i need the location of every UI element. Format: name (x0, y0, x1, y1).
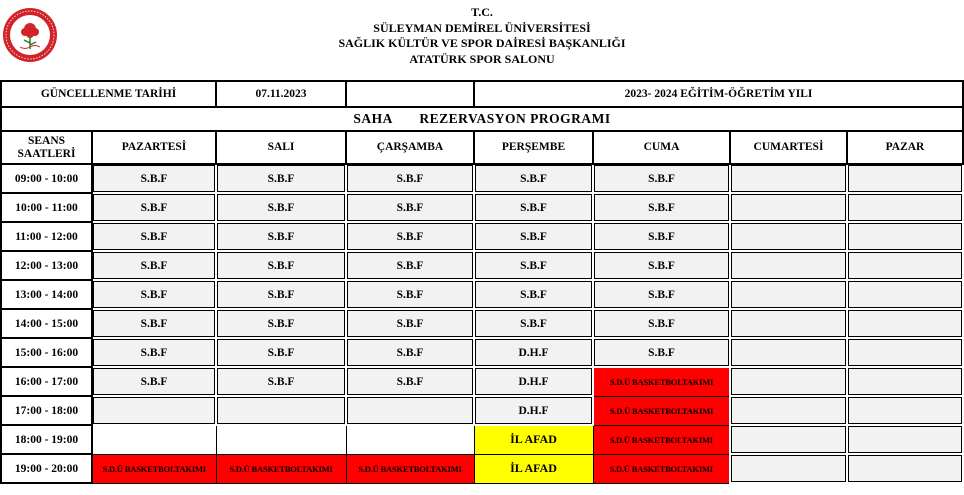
schedule-cell: S.B.F (593, 280, 730, 309)
day-header: ÇARŞAMBA (346, 131, 474, 164)
schedule-cell: S.B.F (346, 251, 474, 280)
schedule-cell: S.B.F (474, 222, 593, 251)
table-row (1, 425, 963, 454)
day-header: PAZAR (847, 131, 963, 164)
update-label: GÜNCELLENME TARİHİ (1, 81, 216, 107)
schedule-cell (847, 222, 963, 251)
schedule-cell: S.B.F (92, 280, 216, 309)
schedule-cell (847, 425, 963, 454)
schedule-cell: S.B.F (474, 280, 593, 309)
schedule-cell: S.B.F (593, 222, 730, 251)
time-slot: 16:00 - 17:00 (1, 367, 92, 396)
schedule-cell: İL AFAD (474, 425, 593, 454)
header-university: SÜLEYMAN DEMİREL ÜNİVERSİTESİ (373, 20, 591, 35)
schedule-cell: D.H.F (474, 367, 593, 396)
day-header: SALI (216, 131, 346, 164)
sessions-header-label: SEANS SAATLERİ (17, 134, 76, 160)
schedule-cell: S.B.F (216, 164, 346, 193)
schedule-cell: S.B.F (474, 193, 593, 222)
program-title-row (1, 107, 963, 131)
schedule-cell: S.B.F (346, 280, 474, 309)
schedule-cell (847, 396, 963, 425)
time-slot: 10:00 - 11:00 (1, 193, 92, 222)
table-row (1, 193, 963, 222)
schedule-cell: S.B.F (346, 222, 474, 251)
table-row (1, 396, 963, 425)
schedule-cell: D.H.F (474, 338, 593, 367)
schedule-cell (730, 309, 847, 338)
time-slot: 09:00 - 10:00 (1, 164, 92, 193)
schedule-cell: S.B.F (92, 251, 216, 280)
schedule-cell: S.B.F (216, 338, 346, 367)
schedule-cell: S.D.Ü BASKETBOLTAKIMI (216, 454, 346, 483)
schedule-cell: S.D.Ü BASKETBOLTAKIMI (593, 425, 730, 454)
schedule-cell: S.B.F (346, 338, 474, 367)
schedule-cell: S.D.Ü BASKETBOLTAKIMI (593, 396, 730, 425)
schedule-cell (92, 396, 216, 425)
update-date: 07.11.2023 (216, 81, 346, 107)
schedule-cell: S.B.F (474, 251, 593, 280)
schedule-cell (847, 193, 963, 222)
schedule-cell (847, 338, 963, 367)
schedule-cell (847, 454, 963, 483)
schedule-cell: D.H.F (474, 396, 593, 425)
schedule-cell: S.B.F (593, 309, 730, 338)
schedule-cell (730, 193, 847, 222)
info-blank (346, 81, 474, 107)
header-venue: ATATÜRK SPOR SALONU (409, 51, 555, 66)
schedule-cell: S.B.F (346, 164, 474, 193)
schedule-cell (346, 396, 474, 425)
day-header: PAZARTESİ (92, 131, 216, 164)
schedule-cell (730, 338, 847, 367)
schedule-cell: S.B.F (346, 367, 474, 396)
table-row (1, 309, 963, 338)
schedule-cell: S.B.F (92, 193, 216, 222)
time-slot: 11:00 - 12:00 (1, 222, 92, 251)
day-header: PERŞEMBE (474, 131, 593, 164)
table-row (1, 251, 963, 280)
schedule-cell (92, 425, 216, 454)
page-header (0, 5, 964, 67)
table-row (1, 222, 963, 251)
schedule-cell (730, 454, 847, 483)
time-slot: 14:00 - 15:00 (1, 309, 92, 338)
day-header: CUMARTESİ (730, 131, 847, 164)
time-slot: 17:00 - 18:00 (1, 396, 92, 425)
schedule-body (1, 164, 963, 483)
schedule-cell: S.B.F (474, 309, 593, 338)
column-header-row (1, 131, 963, 164)
schedule-cell: S.D.Ü BASKETBOLTAKIMI (92, 454, 216, 483)
schedule-cell (847, 251, 963, 280)
schedule-cell (730, 396, 847, 425)
schedule-cell: S.B.F (346, 193, 474, 222)
table-row (1, 367, 963, 396)
schedule-cell: S.B.F (92, 309, 216, 338)
schedule-cell (216, 425, 346, 454)
schedule-cell: S.B.F (474, 164, 593, 193)
schedule-cell: S.B.F (216, 193, 346, 222)
schedule-cell: S.B.F (216, 251, 346, 280)
schedule-cell (216, 396, 346, 425)
schedule-cell: S.B.F (593, 164, 730, 193)
schedule-cell (730, 425, 847, 454)
header-line-tc: T.C. (471, 5, 493, 19)
schedule-cell (730, 251, 847, 280)
schedule-cell (730, 164, 847, 193)
time-slot: 12:00 - 13:00 (1, 251, 92, 280)
day-header: CUMA (593, 131, 730, 164)
schedule-cell: İL AFAD (474, 454, 593, 483)
program-title (1, 107, 963, 131)
schedule-cell (847, 367, 963, 396)
academic-year: 2023- 2024 EĞİTİM-ÖĞRETİM YILI (474, 81, 963, 107)
header-department: SAĞLIK KÜLTÜR VE SPOR DAİRESİ BAŞKANLIĞI (338, 36, 626, 50)
schedule-cell (730, 280, 847, 309)
info-row (1, 81, 963, 107)
table-row (1, 164, 963, 193)
program-title-word2: REZERVASYON PROGRAMI (419, 111, 611, 126)
schedule-cell: S.D.Ü BASKETBOLTAKIMI (593, 367, 730, 396)
schedule-cell: S.B.F (216, 367, 346, 396)
schedule-cell: S.B.F (92, 164, 216, 193)
schedule-cell (847, 280, 963, 309)
sessions-header (1, 131, 92, 164)
time-slot: 15:00 - 16:00 (1, 338, 92, 367)
schedule-cell: S.B.F (346, 309, 474, 338)
program-title-word1: SAHA (353, 111, 393, 126)
schedule-cell: S.D.Ü BASKETBOLTAKIMI (593, 454, 730, 483)
time-slot: 18:00 - 19:00 (1, 425, 92, 454)
schedule-cell (847, 309, 963, 338)
table-row (1, 338, 963, 367)
time-slot: 13:00 - 14:00 (1, 280, 92, 309)
schedule-cell: S.B.F (593, 338, 730, 367)
time-slot: 19:00 - 20:00 (1, 454, 92, 483)
schedule-cell: S.B.F (92, 367, 216, 396)
schedule-cell: S.B.F (216, 222, 346, 251)
schedule-cell: S.D.Ü BASKETBOLTAKIMI (346, 454, 474, 483)
reservation-table (0, 80, 964, 484)
schedule-cell (847, 164, 963, 193)
schedule-cell: S.B.F (593, 193, 730, 222)
schedule-cell (730, 367, 847, 396)
table-row (1, 454, 963, 483)
schedule-cell: S.B.F (92, 338, 216, 367)
table-row (1, 280, 963, 309)
schedule-cell: S.B.F (593, 251, 730, 280)
schedule-cell (730, 222, 847, 251)
schedule-cell (346, 425, 474, 454)
schedule-cell: S.B.F (216, 309, 346, 338)
schedule-cell: S.B.F (216, 280, 346, 309)
schedule-cell: S.B.F (92, 222, 216, 251)
